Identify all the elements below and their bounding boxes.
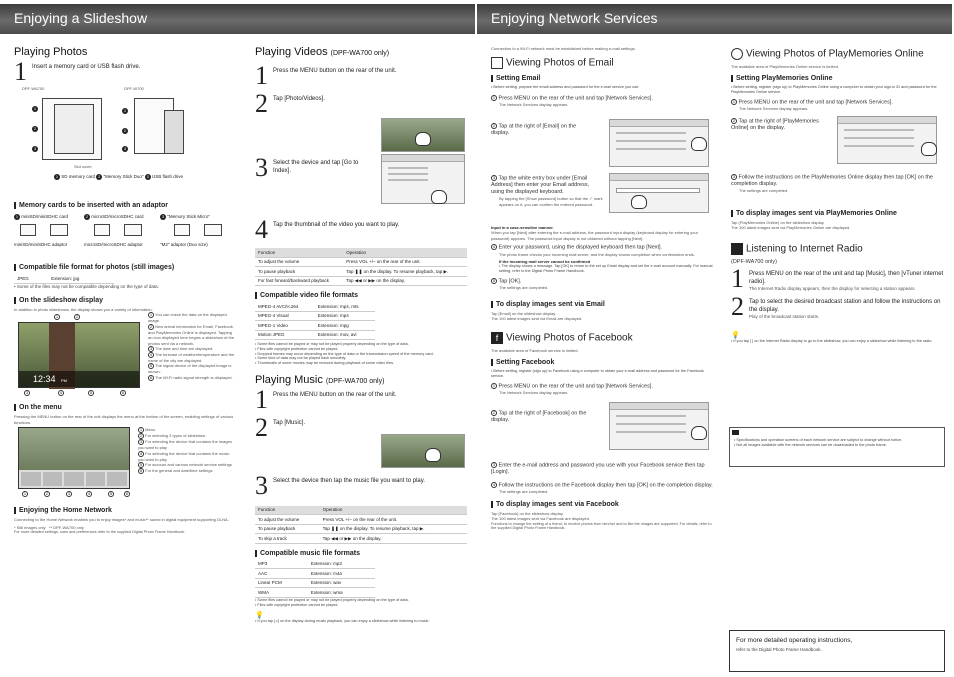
- email-view-title: To display images sent via Email: [491, 301, 715, 308]
- photos-step-1-text: Insert a memory card or USB flash drive.: [32, 64, 141, 70]
- pmo-setting-title: Setting PlayMemories Online: [731, 75, 945, 82]
- menu-legend: 1 Menu 2 For selecting 3 types of slideshow 3 For selecting the device that contains the images you want to play 4 For selecting the device that contains the music you want to play 5 For account and various network service settings 6 For the general and date/time settings: [138, 427, 232, 474]
- input-text: When you tap [Next] after entering the e-mail address, the password input display (keyboard display for entering your password) appears. The password input display is not obtained without tapping [Next].: [491, 230, 698, 241]
- facebook-step-1: 1 Press MENU on the rear of the unit and tap [Network Services]. The Network Services display appears.: [492, 382, 653, 396]
- radio-note: (DPF-WA700 only): [731, 258, 777, 265]
- hand-icon: [921, 142, 937, 156]
- email-setting-title: Setting Email: [491, 75, 715, 82]
- pmo-view-title: To display images sent via PlayMemories Online: [731, 210, 945, 217]
- menu-icon-slideshow[interactable]: [21, 472, 41, 486]
- radio-title: Listening to Internet Radio: [731, 243, 945, 255]
- facebook-view-more: Functions to change the setting of a friend, to receive photos from him/her and to like the images are supported. For details, refer to the supplied Digital Photo Frame Handbook.: [491, 521, 712, 531]
- slot-legend: 1 SD memory card 2 "Memory Stick Duo" 3 USB flash drive: [55, 174, 184, 180]
- email-step-3: 3 Tap the white entry box under [Email Address] then enter your Email address, using the displayed keyboard. By tapping the [Show password] button so that the ✓ mark appears on it, you can confirm the entered password.: [491, 175, 715, 225]
- right-column-2: [731, 42, 945, 652]
- music-formats-table: MP3 Extension: mp3 AAC Extension: m4a Linear PCM Extension: wav WMA Extension: wma: [255, 560, 375, 598]
- radio-step-2: 2 Tap to select the desired broadcast station and follow the instructions on the display. Play of the broadcast station starts.: [731, 292, 941, 322]
- facebook-note: • Before setting, register (sign up) to Facebook using a computer to obtain your e-mail address and password for the Facebook service.: [491, 369, 715, 379]
- pmo-view-sub: The 100 latest images sent via PlayMemories Online are displayed.: [731, 225, 851, 231]
- home-network-text: Connecting to the Home Network enables you to enjoy images* and music** saved in digital equipment supporting DLNA.: [14, 517, 229, 523]
- hand-icon: [425, 448, 441, 462]
- more-text: refer to the Digital Photo Frame Handbook.: [736, 647, 822, 652]
- home-network-more: For more detailed settings, uses and preferences refer to the supplied Digital Photo Frame Handbook.: [14, 530, 186, 535]
- menu-intro: Pressing the MENU button on the rear of the unit displays the menu at the bottom of the screen, enabling settings of various functions.: [14, 414, 234, 425]
- hand-icon: [691, 137, 707, 151]
- left-column-2: [255, 42, 467, 623]
- email-icon: [491, 57, 503, 69]
- slideshow-screen: [18, 322, 140, 388]
- pmo-step-3: 3 Follow the instructions on the PlayMemories Online display then tap [OK] on the completion display. The settings are completed.: [731, 173, 933, 194]
- input-title: Input in a case-sensitive manner.: [491, 224, 554, 230]
- playing-photos-title: Playing Photos: [14, 46, 88, 58]
- music-operations-table: Function Operation To adjust the volume Press VOL +/– on the rear of the unit. To pause playback Tap ❚❚ on the display. To resume playback, tap ▶. To skip a track Tap ◀◀ or ▶▶ on the display.: [255, 506, 467, 544]
- pmo-avail: The available area of PlayMemories Online service is limited.: [731, 64, 840, 69]
- photos-step-1: 1 Insert a memory card or USB flash drive.: [14, 64, 236, 84]
- slideshow-intro: In addition to photo slideshows, the display shows you a variety of information.: [14, 307, 153, 312]
- menu-icon-network[interactable]: [86, 472, 106, 486]
- footnote-1: * Still images only: [14, 524, 46, 530]
- videos-step-2: 2 Tap [Photo/Videos].: [255, 96, 467, 154]
- video-formats-title: Compatible video file formats: [255, 292, 467, 299]
- format-title: Compatible file format for photos (still images): [14, 264, 236, 271]
- facebook-view-title: To display images sent via Facebook: [491, 501, 715, 508]
- radio-tip: • If you tap [ ] on the Internet Radio display to go to the slideshow, you can enjoy a slideshow while listening to the radio.: [731, 339, 945, 344]
- email-warning: If the incoming mail server cannot be confirmed • The display shows a message. Tap [OK] to return to the set up Email display and set the e-mail account manually. For manual setting, refer to the Digital Photo Frame Handbook.: [499, 259, 715, 274]
- email-step-2: 2 Tap at the right of [Email] on the display.: [491, 123, 715, 175]
- note-icon: [732, 430, 739, 435]
- videos-step3-screen: [381, 154, 465, 204]
- email-step-4: 4 Enter your password, using the displayed keyboard then tap [Next]. The photo frame checks your incoming mail server, and the display shows completion when confirmation ends.: [492, 244, 695, 257]
- adaptor-2: "M2" adaptor (Duo size): [160, 242, 208, 247]
- adaptor-1: microSD/microSDHC adaptor: [84, 242, 143, 247]
- device-illustration: DPF-WA700 DPF-W700 1 2 3 1 2 3 Slot cover 1 SD memory card 2 "Memory Stick Duo" 3 USB flash drive: [22, 86, 184, 180]
- radio-icon: [731, 243, 743, 255]
- pmo-title: Viewing Photos of PlayMemories Online: [731, 48, 945, 60]
- more-title: For more detailed operating instructions,: [736, 637, 853, 644]
- slideshow-ampm: PM: [61, 378, 67, 384]
- tip-icon: 💡: [255, 611, 264, 619]
- email-entry-screen: [609, 173, 709, 213]
- adaptor-title: Memory cards to be inserted with an adaptor: [14, 202, 236, 209]
- email-view-sub: The 100 latest images sent via Email are displayed.: [491, 316, 583, 322]
- email-view-text: Tap [Email] on the slideshow display.: [491, 310, 557, 316]
- videos-title: Playing Videos (DPF-WA700 only): [255, 46, 390, 58]
- videos-step-1: 1 Press the MENU button on the rear of the unit.: [255, 61, 397, 90]
- hand-icon: [431, 190, 447, 204]
- menu-icon-music[interactable]: [64, 472, 84, 486]
- hand-icon: [691, 426, 707, 440]
- menu-title: On the menu: [14, 404, 236, 411]
- facebook-step-3: 3 Enter the e-mail address and password you use with your Facebook service then tap [Login].: [491, 461, 705, 475]
- tip-icon: 💡: [731, 332, 740, 340]
- videos-step-3: 3 Select the device and tap [Go to Index].: [255, 160, 467, 216]
- left-banner: [0, 4, 475, 34]
- email-step-1: 1 Press MENU on the rear of the unit and tap [Network Services]. The Network Services display appears.: [492, 94, 653, 108]
- slideshow-section: 12:34 PM 1 2 3 4 5 6 1 You can check the data on the displayed image. 2 New arrival information for Email, Facebook, and PlayMemories Online is displayed. Tapping an icon displayed here begins a slideshow of the photos sent via a network. 3 The date and time are displayed. 4 The forecast of weather/temperature and the name of the city are displayed. 5 The signal device of the displayed image is shown. 6 The Wi-Fi radio signal strength is displayed.: [14, 312, 236, 398]
- adaptor-illustration: 1 miniSD/miniSDHC card 2 microSD/microSDHC card 3 "Memory Stick Micro" miniSD/miniSDHC adaptor microSD/microSDHC adaptor "M2" adaptor (Duo size): [14, 212, 236, 258]
- slideshow-clock: 12:34: [33, 374, 56, 385]
- music-step-1: 1 Press the MENU button on the rear of the unit.: [255, 384, 397, 414]
- facebook-view-sub: The 100 latest images sent via Facebook are displayed.: [491, 516, 590, 522]
- home-network-title: Enjoying the Home Network: [14, 507, 236, 514]
- music-step2-screen: [381, 434, 465, 468]
- pmo-network-screen: [837, 116, 937, 164]
- pmo-step-2: 2 Tap at the right of [PlayMemories Online] on the display.: [731, 118, 945, 174]
- music-step-3: 3 Select the device then tap the music file you want to play.: [255, 470, 425, 500]
- facebook-icon: f: [491, 332, 503, 344]
- menu-icon-settings[interactable]: [107, 472, 127, 486]
- right-page: [477, 0, 954, 677]
- music-formats-title: Compatible music file formats: [255, 550, 467, 557]
- network-intro: Connection to a Wi-Fi network must be established before making e-mail settings.: [491, 46, 636, 51]
- music-tip: • If you tap [♫] on the display during music playback, you can enjoy a slideshow while listening to music.: [255, 619, 467, 624]
- facebook-step-4: 4 Follow the instructions on the Facebook display then tap [OK] on the completion display. The settings are completed.: [492, 481, 713, 495]
- right-column-1: [491, 42, 715, 531]
- email-step-5: 5 Tap [OK]. The settings are completed.: [492, 277, 549, 291]
- music-notes: • Some files cannot be played or may not be played properly depending on the type of data. • Files with copyright protection cannot be played.: [255, 598, 467, 608]
- adaptor-0: miniSD/miniSDHC adaptor: [14, 242, 68, 247]
- pmo-view-text: Tap (PlayMemories Online) on the slideshow display.: [731, 219, 825, 225]
- model-b-label: DPF-W700: [124, 86, 144, 91]
- facebook-avail: The available area of Facebook service is limited.: [491, 347, 579, 353]
- video-operations-table: Function Operation To adjust the volume Press VOL +/– on the rear of the unit. To pause playback Tap ❚❚ on the display. To resume playback, tap ▶. For fast forward/backward playback Tap ◀◀ or ▶▶ on the display.: [255, 248, 467, 286]
- slot-cover-label: Slot cover: [74, 164, 92, 169]
- notes-panel: • Specifications and operation screens of each network service are subject to change without notice. • Not all images available with the network services can be downloaded to the photo frame.: [729, 427, 945, 467]
- right-banner-title: Enjoying Network Services: [491, 10, 658, 26]
- pmo-note: • Before setting, register (sign up) to PlayMemories Online using a computer to obtain your sign-in ID and password for the PlayMemories Online service.: [731, 85, 945, 95]
- left-column-1: [14, 42, 236, 535]
- music-title: Playing Music (DPF-WA700 only): [255, 373, 385, 386]
- slideshow-display-title: On the slideshow display: [14, 297, 236, 304]
- hand-icon: [415, 132, 431, 146]
- video-notes: • Some files cannot be played or may not be played properly depending on the type of data. • Files with copyright protection cannot be played. • Dropped frames may occur depending on the type of data or the transmission speed of the memory card. • Some kind of data may not be played back smoothly. • Thumbnails of some movies may be reduced during playback of some video files.: [255, 342, 467, 366]
- facebook-view-text: Tap [Facebook] on the slideshow display.: [491, 510, 564, 516]
- hand-icon: [631, 195, 647, 209]
- right-banner: [477, 4, 952, 34]
- pmo-step-1: 1 Press MENU on the rear of the unit and tap [Network Services]. The Network Services display appears.: [732, 99, 893, 112]
- menu-section: 1 2 3 4 5 6 1 Menu 2 For selecting 3 types of slideshow 3 For selecting the device that contains the images you want to play 4 For selecting the device that contains the music you want to play 5 For account and various network service settings 6 For the general and date/time settings: [14, 425, 236, 501]
- photo-format-table: JPEG Extension: jpg: [14, 274, 114, 284]
- playmemories-icon: [731, 48, 743, 60]
- more-info-panel: [729, 630, 945, 672]
- facebook-setting-title: Setting Facebook: [491, 359, 715, 366]
- facebook-title: f Viewing Photos of Facebook: [491, 332, 715, 344]
- facebook-step-2: 2 Tap at the right of [Facebook] on the display.: [491, 410, 715, 462]
- left-banner-title: Enjoying a Slideshow: [14, 10, 148, 26]
- radio-step-1: 1 Press MENU on the rear of the unit and tap [Music], then [vTuner internet radio]. The Internet Radio display appears, then the display for selecting a station appears.: [731, 264, 944, 294]
- videos-step-4: 4 Tap the thumbnail of the video you want to play.: [255, 215, 400, 244]
- video-formats-table: MPEG-4 AVC/H.264 Extension: mp4, mts MPEG-4 Visual Extension: mp4 MPEG-1 Video Extension: mpg Motion JPEG Extension: mov, avi: [255, 302, 375, 340]
- music-step-2: 2 Tap [Music].: [255, 420, 467, 472]
- format-note: • Some of the files may not be compatible depending on the type of data.: [14, 284, 236, 290]
- footnote-2: ** DPF-WA700 only: [48, 524, 84, 530]
- menu-screen: [18, 427, 130, 489]
- slideshow-legend: 1 You can check the data on the displayed image. 2 New arrival information for Email, Facebook, and PlayMemories Online is displayed. Tapping an icon displayed here begins a slideshow of the photos sent via a network. 3 The date and time are displayed. 4 The forecast of weather/temperature and the name of the city are displayed. 5 The signal device of the displayed image is shown. 6 The Wi-Fi radio signal strength is displayed.: [148, 312, 235, 380]
- model-a-label: DPF-WA700: [22, 86, 45, 91]
- email-note: • Before setting, prepare the email address and password for the e-mail service you use.: [491, 85, 715, 91]
- facebook-network-screen: [609, 402, 709, 450]
- menu-icon-photos[interactable]: [43, 472, 63, 486]
- email-title: Viewing Photos of Email: [491, 57, 715, 69]
